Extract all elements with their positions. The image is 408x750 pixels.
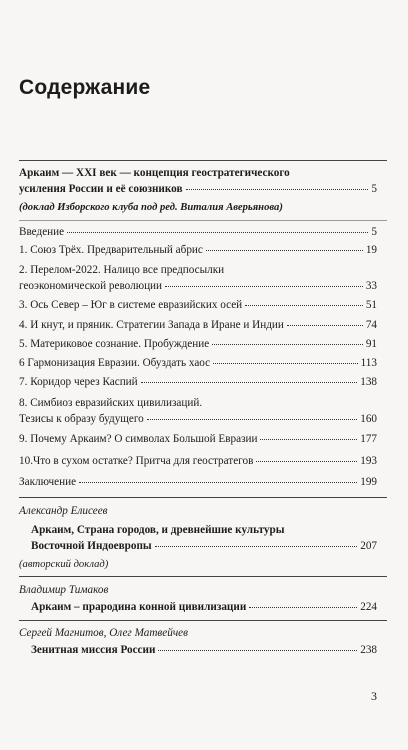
toc-page-number: 224 bbox=[360, 601, 377, 613]
toc-page-number: 5 bbox=[371, 226, 377, 238]
toc-entry-title: Аркаим – прародина конной цивилизации bbox=[31, 601, 247, 613]
leader-dots bbox=[245, 305, 363, 306]
leader-dots bbox=[213, 363, 357, 364]
toc-page-number: 51 bbox=[365, 299, 377, 311]
toc-entry-note: (доклад Изборского клуба под ред. Виталия Аверьянова) bbox=[19, 202, 283, 213]
toc-page-number: 19 bbox=[365, 244, 377, 256]
toc-entry-article[interactable] bbox=[31, 600, 377, 616]
toc-entry-title: Зенитная миссия России bbox=[31, 644, 156, 656]
toc-entry[interactable] bbox=[19, 356, 377, 372]
toc-entry[interactable] bbox=[19, 432, 377, 448]
toc-entry-title-line2: Восточной Индоевропы bbox=[31, 539, 152, 552]
leader-dots bbox=[158, 650, 357, 651]
leader-dots bbox=[67, 232, 368, 233]
toc-entry-title-line2: Тезисы к образу будущего bbox=[19, 412, 144, 425]
toc-page-number: 33 bbox=[365, 279, 377, 292]
article-author: Сергей Магнитов, Олег Матвейчев bbox=[19, 627, 188, 639]
divider bbox=[19, 220, 387, 221]
leader-dots bbox=[260, 439, 357, 440]
toc-page-number: 193 bbox=[360, 455, 377, 467]
toc-entry-title: 9. Почему Аркаим? О символах Большой Евразии bbox=[19, 433, 258, 445]
toc-entry-title-line2: геоэкономической революции bbox=[19, 279, 163, 292]
toc-entry[interactable] bbox=[19, 375, 377, 391]
leader-dots bbox=[141, 382, 358, 383]
toc-entry-title: 6 Гармонизация Евразии. Обуздать хаос bbox=[19, 357, 211, 369]
toc-entry[interactable] bbox=[19, 454, 377, 470]
leader-dots bbox=[165, 286, 363, 287]
toc-entry-title: 7. Коридор через Каспий bbox=[19, 376, 138, 388]
toc-page-number: 5 bbox=[371, 182, 377, 195]
toc-entry-title: Введение bbox=[19, 226, 65, 238]
toc-entry-title: 4. И кнут, и пряник. Стратегии Запада в Иране и Индии bbox=[19, 319, 284, 331]
toc-entry[interactable] bbox=[19, 263, 377, 294]
page-title: Содержание bbox=[19, 76, 151, 99]
toc-page-number: 74 bbox=[365, 319, 377, 331]
toc-entry-title: 5. Материковое сознание. Пробуждение bbox=[19, 338, 210, 350]
toc-entry-title-line2: усиления России и её союзников bbox=[19, 182, 183, 195]
toc-page-number: 238 bbox=[360, 644, 377, 656]
leader-dots bbox=[186, 189, 369, 190]
toc-entry-title-line1: 2. Перелом-2022. Налицо все предпосылки bbox=[19, 264, 225, 276]
article-author: Владимир Тимаков bbox=[19, 584, 109, 596]
leader-dots bbox=[212, 344, 363, 345]
toc-entry-note: (авторский доклад) bbox=[19, 559, 109, 570]
page-number: 3 bbox=[371, 689, 377, 703]
leader-dots bbox=[249, 607, 357, 608]
divider bbox=[19, 160, 387, 161]
toc-entry-article[interactable] bbox=[31, 643, 377, 659]
toc-entry[interactable] bbox=[19, 396, 377, 427]
leader-dots bbox=[256, 461, 357, 462]
toc-entry-title-line1: Аркаим — XXI век — концепция геостратегического bbox=[19, 167, 290, 179]
leader-dots bbox=[155, 546, 358, 547]
toc-page-number: 138 bbox=[360, 376, 377, 388]
divider bbox=[19, 497, 387, 498]
toc-page-number: 160 bbox=[360, 412, 377, 425]
toc-page-number: 113 bbox=[360, 357, 377, 369]
toc-page-number: 91 bbox=[365, 338, 377, 350]
toc-entry-title: 1. Союз Трёх. Предварительный абрис bbox=[19, 244, 203, 256]
leader-dots bbox=[287, 325, 363, 326]
toc-entry[interactable] bbox=[19, 243, 377, 259]
toc-entry[interactable] bbox=[19, 298, 377, 314]
divider bbox=[19, 620, 387, 621]
toc-entry-main[interactable] bbox=[19, 166, 377, 197]
toc-entry[interactable] bbox=[19, 318, 377, 334]
leader-dots bbox=[79, 482, 357, 483]
toc-entry-article[interactable] bbox=[31, 523, 377, 554]
toc-entry[interactable] bbox=[19, 337, 377, 353]
divider bbox=[19, 576, 387, 577]
toc-page-number: 177 bbox=[360, 433, 377, 445]
leader-dots bbox=[147, 419, 357, 420]
toc-entry[interactable] bbox=[19, 225, 377, 241]
toc-entry-title: Заключение bbox=[19, 476, 77, 488]
toc-entry-title-line1: Аркаим, Страна городов, и древнейшие культуры bbox=[31, 524, 285, 536]
toc-page-number: 207 bbox=[360, 539, 377, 552]
leader-dots bbox=[206, 250, 363, 251]
toc-entry-title: 3. Ось Север – Юг в системе евразийских осей bbox=[19, 299, 243, 311]
toc-entry-title-line1: 8. Симбиоз евразийских цивилизаций. bbox=[19, 397, 203, 409]
toc-entry-title: 10.Что в сухом остатке? Притча для геостратегов bbox=[19, 455, 254, 467]
article-author: Александр Елисеев bbox=[19, 505, 108, 517]
toc-entry[interactable] bbox=[19, 475, 377, 491]
toc-page-number: 199 bbox=[360, 476, 377, 488]
